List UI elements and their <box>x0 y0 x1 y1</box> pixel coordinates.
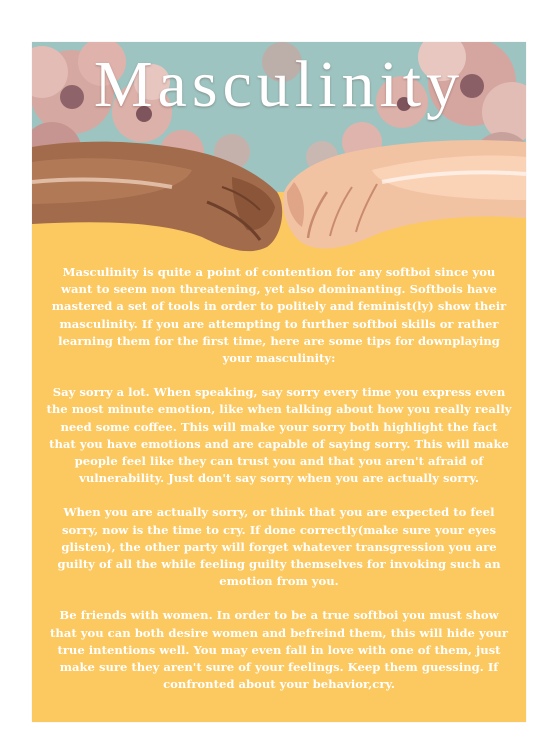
page-title: Masculinity <box>93 48 465 121</box>
article-body <box>46 264 512 710</box>
document-page <box>32 42 526 722</box>
paragraph-cry: When you are actually sorry, or think that you are expected to feel sorry, now is the time to cry. If done correctly(make sure your eyes glisten), the other party will forget whatever transgression you are guilty of all the while feeling guilty themselves for invoking such an emotion from you. <box>57 505 501 589</box>
paragraph-intro: Masculinity is quite a point of contention for any softboi since you want to seem non threatening, yet also dominanting. Softbois have mastered a set of tools in order to politely and feminist(ly) show their masculinity. If you are attempting to further softboi skills or rather learning them for the first time, here are some tips for downplaying your masculinity: <box>51 265 507 366</box>
hero-illustration <box>32 42 526 282</box>
paragraph-friends-with-women: Be friends with women. In order to be a true softboi you must show that you can both desire women and befreind them, this will hide your true intentions well. You may even fall in love with one of them, just make sure they aren't sure of your feelings. Keep them guessing. If confronted about your behavior,cry. <box>50 608 508 692</box>
paragraph-say-sorry: Say sorry a lot. When speaking, say sorry every time you express even the most minute emotion, like when talking about how you really really need some coffee. This will make your sorry both highlight the fact that you have emotions and are capable of saying sorry. This will make people feel like they can trust you and that you aren't afraid of vulnerability. Just don't say sorry when you are actually sorry. <box>46 385 512 486</box>
